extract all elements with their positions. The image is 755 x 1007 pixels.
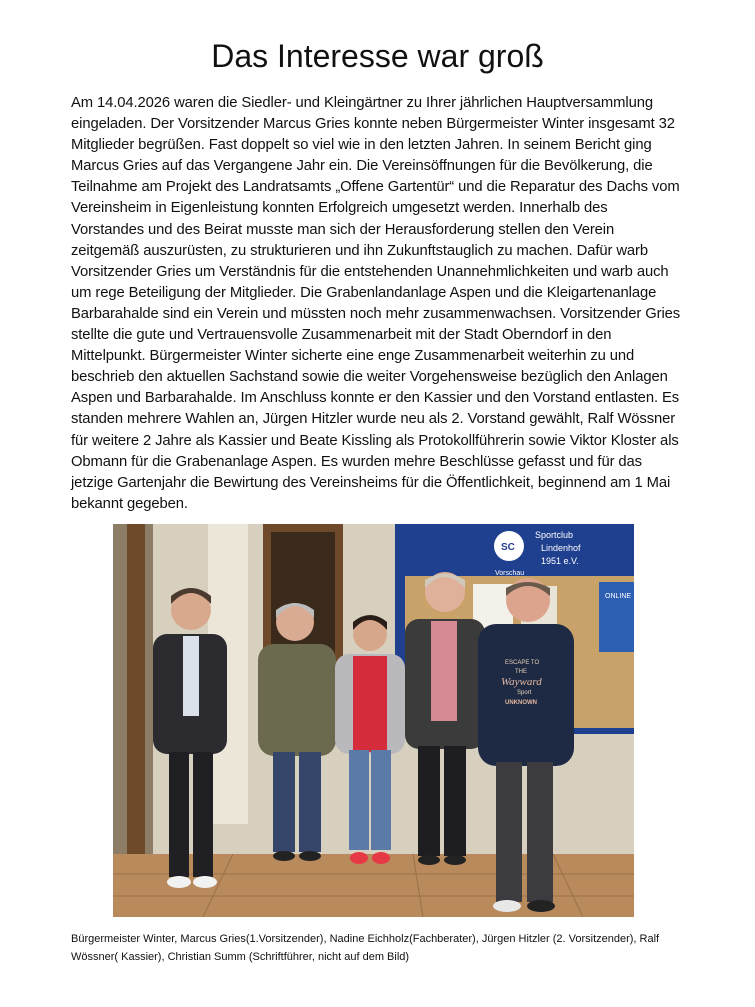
article-body: Am 14.04.2026 waren die Siedler- und Kleingärtner zu Ihrer jährlichen Hauptversammlung eingeladen. Der Vorsitzender Marcus Gries konnte neben Bürgermeister Winter insgesamt 32 Mitglieder begrüßen. Fast doppelt so viel wie in den letzten Jahren. In seinem Bericht ging Marcus Gries auf das Vergangene Jahr ein. Die Vereinsöffnungen für die Bevölkerung, die Teilnahme am Projekt des Landratsamts „Offene Gartentür“ und die Reparatur des Dachs vom Vereinsheim in Eigenleistung konnten Erfolgreich umgesetzt werden. Innerhalb des Vorstandes und des Beirat musste man sich der Herausforderung stellen den Verein zeitgemäß auszurüsten, zu strukturieren und ihn Zukunftstauglich zu machen. Dafür warb Vorsitzender Gries um Verständnis für die entstehenden Unannehmlichkeiten und warb auch um rege Beteiligung der Mitglieder. Die Grabenlandanlage Aspen und die Kleigartenanlage Barbarahalde sind ein Verein und müssten noch mehr zusammenwachsen. Vorsitzender Gries stellte die gute und Vertrauensvolle Zusammenarbeit mit der Stadt Oberndorf in den Mittelpunkt. Bürgermeister Winter sicherte eine enge Zusammenarbeit weiterhin zu und beschrieb den aktuellen Sachstand sowie die weiter Vorgehensweise bezüglich den Anlagen Aspen und Barbarahalde. Im Anschluss konnte er den Kassier und den Vorstand entlasten. Es standen mehrere Wahlen an, Jürgen Hitzler wurde neu als 2. Vorstand gewählt, Ralf Wössner für weitere 2 Jahre als Kassier und Beate Kissling als Protokollführerin sowie Viktor Kloster als Obmann für die Grabenanlage Aspen. Es wurden mehre Beschlüsse gefasst und für das jetzige Gartenjahr die Bewirtung des Vereinsheims für die Öffentlichkeit, beginnend am 1 Mai bekannt gegeben.	[71, 95, 681, 512]
board-sign-line-1: Sportclub	[535, 530, 574, 540]
shirt-print-5: UNKNOWN	[505, 700, 537, 706]
tiled-floor	[113, 854, 634, 917]
board-sign-line-2: Lindenhof	[541, 543, 581, 553]
photo-caption: Bürgermeister Winter, Marcus Gries(1.Vorsitzender), Nadine Eichholz(Fachberater), Jürgen Hitzler (2. Vorsitzender), Ralf Wössner( Kassier), Christian Summ (Schriftführer, nicht auf dem Bild)	[71, 933, 660, 963]
shirt-print-2: THE	[515, 669, 527, 675]
sc-logo-text: SC	[501, 542, 515, 553]
article-title: Das Interesse war groß	[211, 38, 544, 74]
poster-label: ONLINE	[605, 593, 632, 600]
shirt-print-1: ESCAPE TO	[505, 660, 540, 666]
shirt-print-4: Sport	[517, 690, 532, 696]
board-label: Vorschau	[495, 570, 525, 577]
group-photo	[113, 524, 634, 917]
board-sign-line-3: 1951 e.V.	[541, 556, 579, 566]
door-frame-left	[127, 524, 145, 854]
shirt-print-3: Wayward	[501, 676, 542, 688]
